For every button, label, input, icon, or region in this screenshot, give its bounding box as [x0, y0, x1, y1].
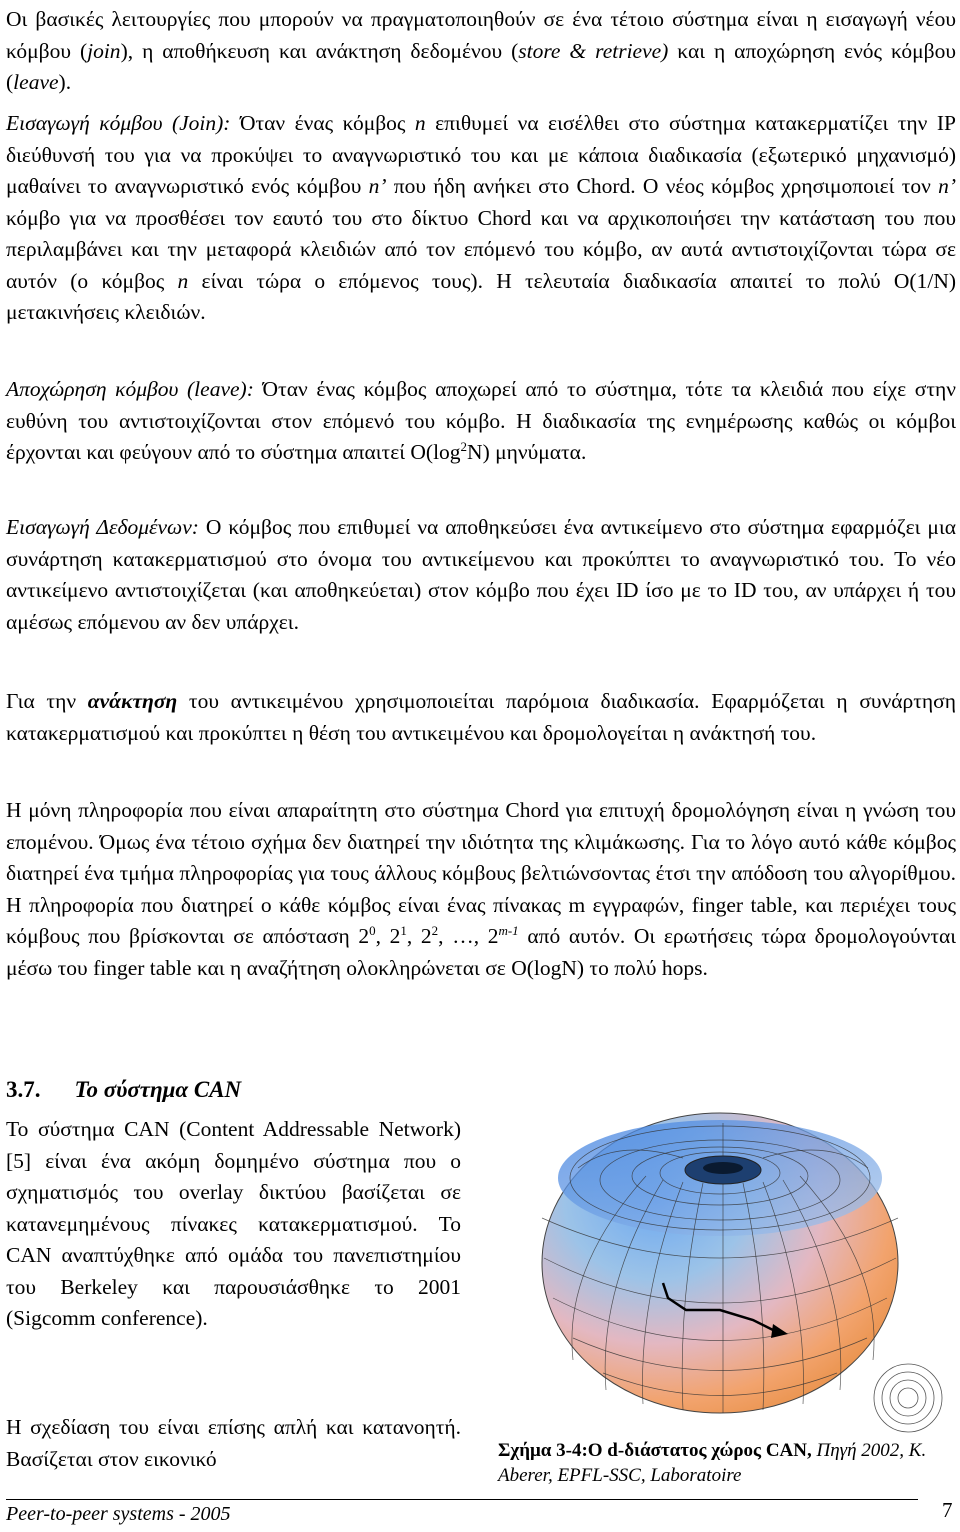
intro-paragraph: Οι βασικές λειτουργίες που μπορούν να πραγματοποιηθούν σε ένα τέτοιο σύστημα είναι η εισαγωγή νέου κόμβου (join), η αποθήκευση και ανάκτηση δεδομένου (store & retrieve) και η αποχώρηση ενός κόμβου (leave).: [6, 7, 956, 94]
data-insert-paragraph: Εισαγωγή Δεδομένων: Ο κόμβος που επιθυμεί να αποθηκεύσει ένα αντικείμενο στο σύστημα εφαρμόζει μια συνάρτηση κατακερματισμού στο όνομα του αντικείμενου και προκύπτει το αναγνωριστικό του. Το νέο αντικείμενο αντιστοιχίζεται (και αποθηκεύεται) στον κόμβο που έχει ID ίσο με το ID του, αν υπάρχει ή του αμέσως επόμενου αν δεν υπάρχει.: [6, 515, 957, 634]
footer-title: Peer-to-peer systems - 2005: [6, 1503, 231, 1525]
data-insert-lead: Εισαγωγή Δεδομένων:: [6, 515, 199, 539]
can-intro-paragraph: Το σύστημα CAN (Content Addressable Network) [5] είναι ένα ακόμη δομημένο σύστημα που ο σχηματισμός του overlay δικτύου βασίζεται σε κατανεμημένους πίνακες κατακερματισμού. Το CAN αναπτύχθηκε από ομάδα του πανεπιστημίου του Berkeley και παρουσιάσθηκε το 2001 (Sigcomm conference).: [6, 1117, 461, 1330]
footer-divider: [6, 1499, 918, 1500]
ripple-decoration: [874, 1364, 942, 1432]
leave-paragraph: Αποχώρηση κόμβου (leave): Όταν ένας κόμβος αποχωρεί από το σύστημα, τότε τα κλειδιά που είχε στην ευθύνη του αντιστοιχίζονται στον επόμενό του κόμβο. Η διαδικασία της ενημέρωσης καθώς οι κόμβοι έρχονται και φεύγουν από το σύστημα απαιτεί $O(\log^2N)$ μηνύματα.: [6, 377, 956, 464]
finger-table-paragraph: Η μόνη πληροφορία που είναι απαραίτητη στο σύστημα Chord για επιτυχή δρομολόγηση είναι η γνώση του επομένου. Όμως ένα τέτοιο σχήμα δεν διατηρεί την ιδιότητα της κλιμάκωσης. Για το λόγο αυτό κάθε κόμβος διατηρεί ένα τμήμα πληροφορίας για τους άλλους κόμβους βελτιώνσοντας έτσι την απόδοση του αλγορίθμου. Η πληροφορία που διατηρεί ο κάθε κόμβος είναι ένας πίνακας m εγγραφών, finger table, και περιέχει τους κόμβους που βρίσκονται σε απόσταση $2^0$, $2^1$, $2^2$, …, 2$^{m-1}$ από αυτόν. Οι ερωτήσεις τώρα δρομολογούνται μέσω του finger table και η αναζήτηση ολοκληρώνεται σε O(logN) το πολύ hops.: [6, 798, 957, 980]
join-lead: Εισαγωγή κόμβου (Join: [6, 111, 217, 135]
leave-lead: Αποχώρηση κόμβου (leave):: [6, 377, 254, 401]
page-number: 7: [942, 1498, 953, 1522]
join-paragraph: Εισαγωγή κόμβου (Join): Όταν ένας κόμβος n επιθυμεί να εισέλθει στο σύστημα κατακερματίζει την IP διεύθυνσή του για να προκύψει το αναγνωριστικό του και με κάποια διαδικασία (εξωτερικό μηχανισμό) μαθαίνει το αναγνωριστικό ενός κόμβου n’ που ήδη ανήκει στο Chord. Ο νέος κόμβος χρησιμοποιεί τον n’ κόμβο για να προσθέσει τον εαυτό του στο δίκτυο Chord και να αρχικοποιήσει την κατάσταση του που περιλαμβάνει και την μεταφορά κλειδιών από τον επόμενό του κόμβο, αν αυτά αντιστοιχίζονται τώρα σε αυτόν (ο κόμβος n είναι τώρα ο επόμενος τους). Η τελευταία διαδικασία απαιτεί το πολύ O(1/N) μετακινήσεις κλειδιών.: [6, 111, 957, 324]
section-heading: 3.7. Το σύστημα CAN: [6, 1077, 242, 1102]
torus-figure: [498, 1098, 953, 1438]
can-design-paragraph: Η σχεδίαση του είναι επίσης απλή και κατανοητή. Βασίζεται στον εικονικό: [6, 1415, 461, 1471]
torus-image: [498, 1098, 953, 1438]
figure-caption: Σχήμα 3-4:Ο d-διάστατος χώρος CAN, Πηγή 2002, K. Aberer, EPFL-SSC, Laboratoire: [498, 1440, 927, 1486]
retrieval-paragraph: Για την ανάκτηση του αντικειμένου χρησιμοποιείται παρόμοια διαδικασία. Εφαρμόζεται η συνάρτηση κατακερματισμού και προκύπτει η θέση του αντικειμένου και δρομολογείται η ανάκτησή του.: [6, 689, 956, 745]
